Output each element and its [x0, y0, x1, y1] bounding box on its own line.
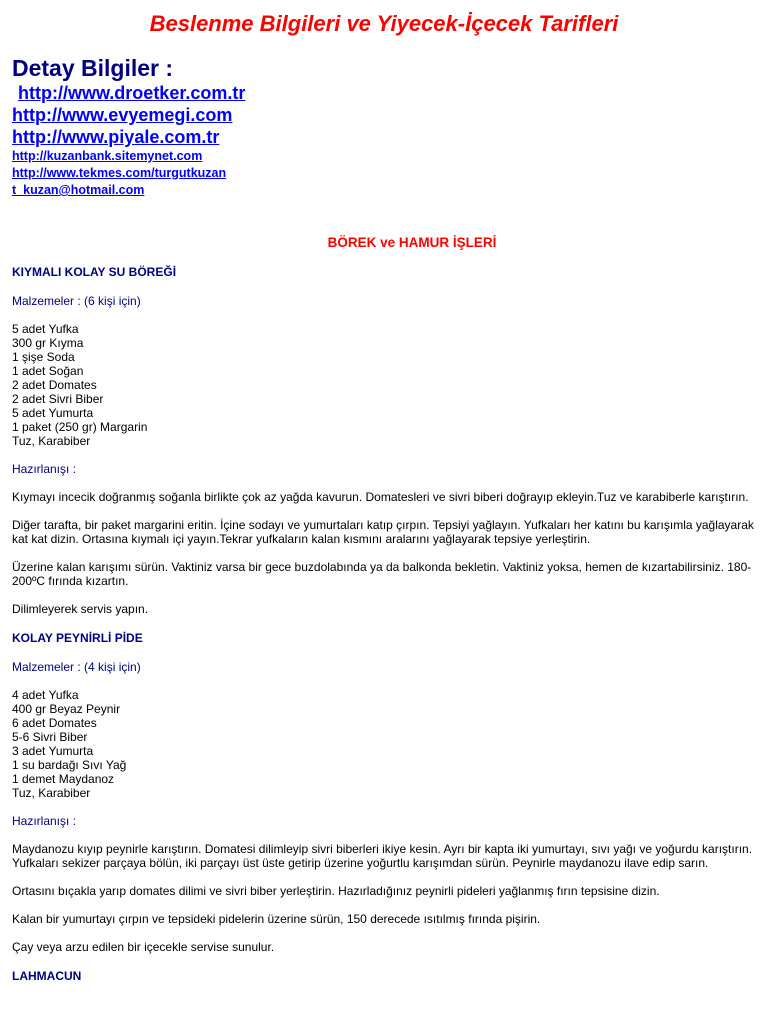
ingredient-item: 5 adet Yufka [12, 322, 79, 336]
preparation-step: Üzerine kalan karışımı sürün. Vaktiniz varsa bir gece buzdolabında ya da balkonda bekletin. Vaktiniz yoksa, hemen de kızartabilirsiniz. 180-200ºC fırında kızartın. [12, 560, 752, 588]
recipe-title: KOLAY PEYNİRLİ PİDE [12, 631, 143, 645]
preparation-step: Diğer tarafta, bir paket margarini eritin. İçine sodayı ve yumurtaları katıp çırpın. Tepsiyi yağlayın. Yufkaları her katını bu karışımla yağlayarak kat kat dizin. Ortasına kıymalı içi yayın.Tekrar yufkaların kalan kısmını aralarını yağlayarak tepsiye yerleştirin. [12, 518, 754, 546]
ingredients-label: Malzemeler : (6 kişi için) [12, 294, 141, 308]
recipe-title: LAHMACUN [12, 969, 82, 983]
link-piyale[interactable]: http://www.piyale.com.tr [12, 127, 220, 147]
ingredient-item: 1 şişe Soda [12, 350, 75, 364]
ingredient-item: 2 adet Sivri Biber [12, 392, 104, 406]
preparation-step: Dilimleyerek servis yapın. [12, 602, 149, 616]
ingredient-item: 1 su bardağı Sıvı Yağ [12, 758, 127, 772]
recipe [12, 968, 760, 984]
ingredient-item: 3 adet Yumurta [12, 744, 94, 758]
ingredient-item: 5-6 Sivri Biber [12, 730, 88, 744]
preparation-label: Hazırlanışı : [12, 814, 77, 828]
ingredient-item: 6 adet Domates [12, 716, 97, 730]
ingredient-item: 400 gr Beyaz Peynir [12, 702, 121, 716]
link-evyemegi[interactable]: http://www.evyemegi.com [12, 105, 233, 125]
link-kuzanbank[interactable]: http://kuzanbank.sitemynet.com [12, 149, 203, 163]
recipe-title: KIYMALI KOLAY SU BÖREĞİ [12, 265, 177, 279]
detay-bilgiler-heading: Detay Bilgiler : [12, 55, 174, 81]
preparation-step: Kıymayı incecik doğranmış soğanla birlikte çok az yağda kavurun. Domatesleri ve sivri biberi doğrayıp ekleyin.Tuz ve karabiberle karıştırın. [12, 490, 749, 504]
ingredient-item: 1 adet Soğan [12, 364, 84, 378]
ingredient-item: Tuz, Karabiber [12, 786, 91, 800]
ingredient-list [12, 322, 760, 448]
site-title: Beslenme Bilgileri ve Yiyecek-İçecek Tarifleri [149, 11, 619, 36]
preparation-label: Hazırlanışı : [12, 462, 77, 476]
preparation-step: Kalan bir yumurtayı çırpın ve tepsideki pidelerin üzerine sürün, 150 derecede ısıtılmış fırında pişirin. [12, 912, 541, 926]
link-email[interactable]: t_kuzan@hotmail.com [12, 183, 145, 197]
ingredient-item: Tuz, Karabiber [12, 434, 91, 448]
ingredient-item: 4 adet Yufka [12, 688, 79, 702]
recipe [12, 630, 760, 954]
ingredient-list [12, 688, 760, 800]
section-title: BÖREK ve HAMUR İŞLERİ [327, 235, 497, 250]
link-list [12, 82, 245, 199]
recipe [12, 264, 760, 616]
ingredient-item: 1 demet Maydanoz [12, 772, 115, 786]
preparation-step: Maydanozu kıyıp peynirle karıştırın. Domatesi dilimleyip sivri biberleri ikiye kesin. Ayrı bir kapta iki yumurtayı, sıvı yağı ve yoğurdu karıştırın. Yufkaları sekizer parçaya bölün, iki parçayı üst üste getirip üzerine yoğurtlu karışımdan sürün. Peynirle maydanozu ilave edip sarın. [12, 842, 753, 870]
ingredient-item: 300 gr Kıyma [12, 336, 84, 350]
ingredient-item: 1 paket (250 gr) Margarin [12, 420, 148, 434]
ingredient-item: 5 adet Yumurta [12, 406, 94, 420]
recipes-content [12, 264, 760, 998]
preparation-step: Ortasını bıçakla yarıp domates dilimi ve sivri biber yerleştirin. Hazırladığınız peynirli pideleri yağlanmış fırın tepsisine dizin. [12, 884, 660, 898]
ingredient-item: 2 adet Domates [12, 378, 97, 392]
preparation-step: Çay veya arzu edilen bir içecekle servise sunulur. [12, 940, 275, 954]
link-tekmes[interactable]: http://www.tekmes.com/turgutkuzan [12, 166, 227, 180]
ingredients-label: Malzemeler : (4 kişi için) [12, 660, 141, 674]
link-droetker[interactable]: http://www.droetker.com.tr [18, 83, 246, 103]
